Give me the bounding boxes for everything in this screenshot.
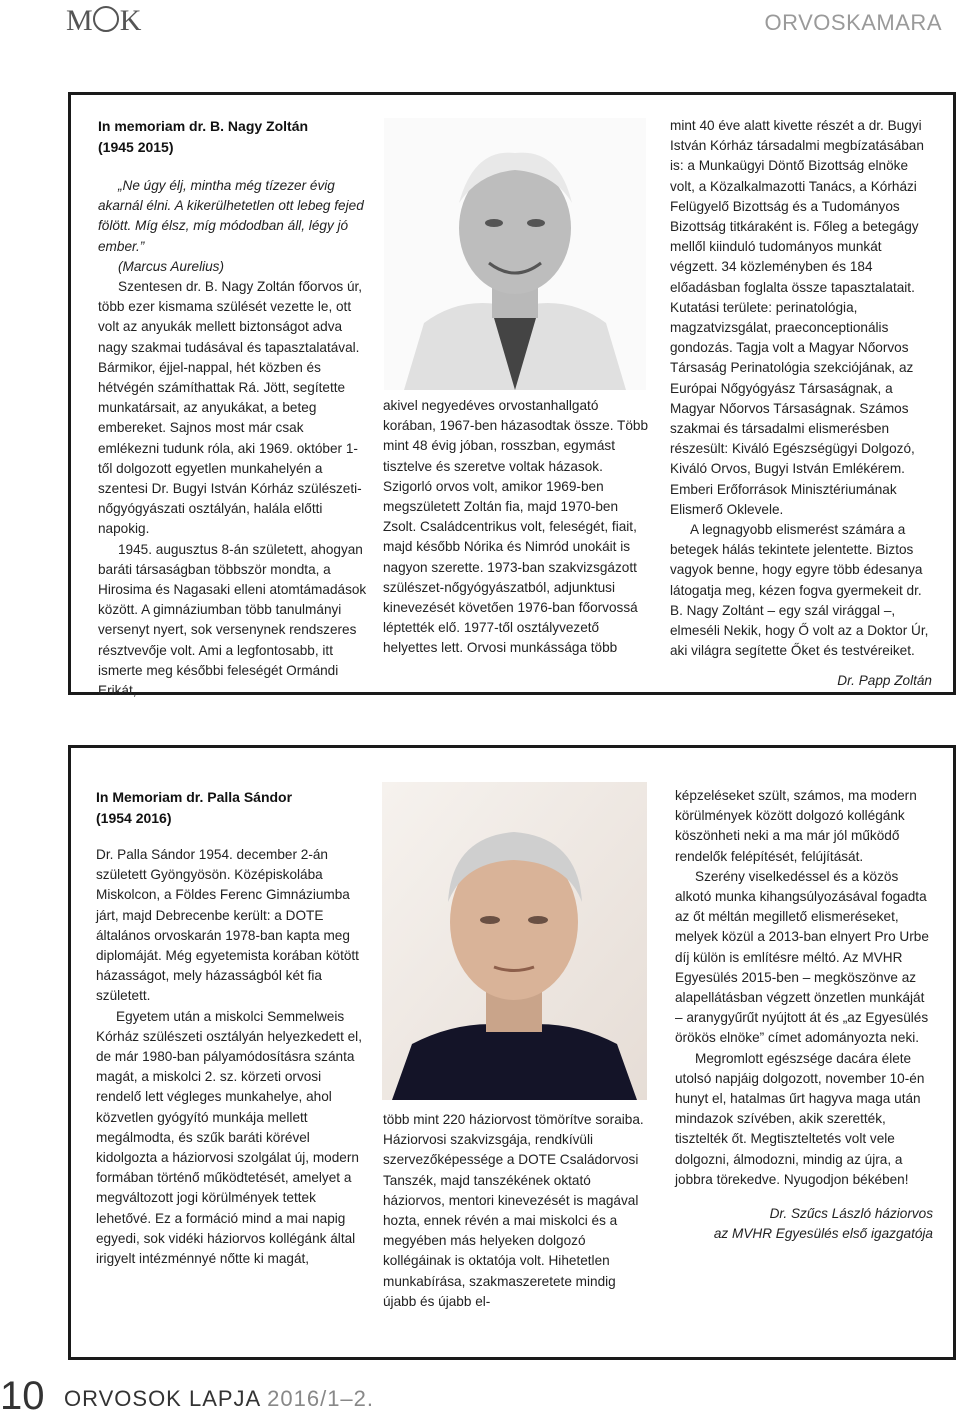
article1-column-1 [98,116,368,701]
article2-title: In Memoriam dr. Palla Sándor [96,789,293,805]
article1-paragraph: 1945. augusztus 8-án született, ahogyan baráti társaságban többször mondta, a Hirosima és Nagasaki elleni atomtámadások között. A gimnáziumban több tanulmányi versenyt nyert, sok versenynek rendszeres résztvevője volt. Ami a legfontosabb, itt ismerte meg későbbi feleségét Ormándi Erikát, [98,541,367,699]
article1-column-3 [670,116,932,692]
publication-title: ORVOSOK LAPJA [64,1386,261,1411]
article1-quote: „Ne úgy élj, mintha még tízezer évig akarnál élni. A kikerülhetetlen ott lebeg fejed fölött. Míg élsz, míg módodban áll, légy jó ember.” [98,178,364,254]
article1-paragraph: A legnagyobb elismerést számára a betegek hálás tekintete jelentette. Biztos vagyok benne, hogy egyre több édesanya látogatja meg, kézen fogva gyermekeit dr. B. Nagy Zoltánt – egy szál virággal –, elmeséli Nekik, hogy Ő volt az a Doktor Úr, aki világra segítette Őket és testvéreiket. [670,522,929,659]
article2-signature: Dr. Szűcs László háziorvos [769,1206,933,1222]
article1-paragraph: akivel negyedéves orvostanhallgató korában, 1967-ben házasodtak össze. Több mint 48 évig jóban, rosszban, egymást tisztelve és szeretve voltak házasok. Szigorló orvos volt, amikor 1969-ben megszületett Zoltán fia, majd 1970-ben Zsolt. Családcentrikus volt, feleségét, fiait, majd később Nórika és Nimród unokáit is nagyon szerette. 1973-ban szakvizsgázott szülészet-nőgyógyászatból, adjunktusi kinevezését követően 1976-ban főorvossá léptették elő. 1977-től osztályvezető helyettes lett. Orvosi munkássága több [383,398,649,656]
article1-title: In memoriam dr. B. Nagy Zoltán [98,118,309,134]
article2-paragraph: több mint 220 háziorvost tömörítve soraiba. Háziorvosi szakvizsgája, rendkívüli szervezőképessége a DOTE Családorvosi Tanszék, majd tanszékének oktató háziorvos, mentori kinevezését is magával hozta, ennek révén a mai miskolci és a megyében más helyeken dolgozó kollégáinak is oktatója volt. Hihetetlen munkabírása, szakmaszeretete mindig újabb és újabb el- [383,1112,644,1309]
logo-emblem-icon [93,6,119,32]
article2-column-2 [383,1110,648,1312]
portrait-photo-palla [382,782,647,1100]
portrait-palla-image [382,782,647,1100]
article1-column-2 [383,396,648,659]
article1-paragraph: Szentesen dr. B. Nagy Zoltán főorvos úr, több ezer kismama szülését vezette le, ott volt az anyukák mellett biztonságot adva nagy szakmai tudásával és tapasztalatával. Bármikor, éjjel-nappal, hét közben és hétvégén számíthattak Rá. Jött, segítette munkatársait, az anyukákat, a beteg embereket. Sajnos most már csak emlékezni tudunk róla, aki 1969. október 1-től dolgozott egyetlen munkahelyén a szentesi Dr. Bugyi István Kórház szülészeti-nőgyógyászati osztályán, halála előtti napokig. [98,279,363,537]
page-number: 10 [0,1374,45,1418]
article1-signature: Dr. Papp Zoltán [837,673,932,689]
article2-years: (1954 2016) [96,810,172,826]
article1-quote-author: (Marcus Aurelius) [118,258,225,274]
article1-years: (1945 2015) [98,139,174,155]
publication-issue: 2016/1–2. [267,1386,375,1411]
article2-paragraph: Szerény viselkedéssel és a közös alkotó munka kihangsúlyozásával fogadta az őt méltán megillető elismeréseket, melyek közül a 2013-ban elnyert Pro Urbe díj külön is említésre méltó. Az MVHR Egyesülés 2015-ben – megköszönve az alapellátásban végzett önzetlen munkáját – aranygyűrűt nyújtott át és „az Egyesülés örökös elnöke” címet adományozta neki. [675,868,929,1046]
section-title: ORVOSKAMARA [764,10,942,35]
magazine-logo: M K [66,4,141,37]
article2-column-1 [96,787,366,1269]
portrait-photo-nagy [384,118,646,390]
article2-signature-role: az MVHR Egyesülés első igazgatója [713,1226,933,1242]
article2-paragraph: képzeléseket szült, számos, ma modern körülmények között dolgozó kollégánk köszönheti neki a ma már jól működő rendelők felépítését, felújítását. [675,788,917,864]
article2-paragraph: Megromlott egészsége dacára élete utolsó napjáig dolgozott, november 10-én hunyt el, hatalmas űrt hagyva maga után mindazok szívében, akik szerették, tisztelték őt. Megtiszteltetés volt vele dolgozni, álmodozni, mindig az újra, a jobbra törekedve. Nyugodjon békében! [675,1050,925,1187]
portrait-nagy-image [384,118,646,390]
article1-paragraph: mint 40 éve alatt kivette részét a dr. Bugyi István Kórház társadalmi megbízatásában is: a Munkaügyi Döntő Bizottság elnöke volt, a Közalkalmazotti Tanács, a Kórházi Felügyelő Bizottság és a Tudományos Bizottság titkáraként is. Főleg a betegágy mellől kiinduló tudományos munkát végzett. 34 közleményben és 184 előadásban foglalta össze tapasztalatait. Kutatási területe: perinatológia, magzatvizsgálat, praeconceptionális gondozás. Tagja volt a Magyar Nőorvos Társaság Perinatológia szekciójának, az Európai Nőgyógyász Társaságnak, a Magyar Nőorvos Társaságnak. Számos szakmai és társadalmi elismerésben részesült: Kiváló Egészségügyi Dolgozó, Kiváló Orvos, Bugyi István Emlékérem. Emberi Erőforrások Minisztériumának Elismerő Oklevele. [670,118,924,517]
article2-paragraph: Dr. Palla Sándor 1954. december 2-án született Gyöngyösön. Középiskolába Miskolcon, a Földes Ferenc Gimnáziumba járt, majd Debrecenbe került: a DOTE általános orvoskarán 1978-ban kapta meg diplomáját. Még egyetemista korában kötött házasságot, mely házasságból két fia született. [96,847,359,1004]
article2-column-3 [675,786,933,1244]
publication-name [64,1386,374,1412]
article2-paragraph: Egyetem után a miskolci Semmelweis Kórház szülészeti osztályán helyezkedett el, de már 1980-ban pályamódosításra szánta magát, a miskolci 2. sz. körzeti orvosi rendelő lett végleges munkahelye, ahol közvetlen gyógyító munkája mellett megálmodta, és szűk baráti körével kidolgozta a háziorvosi szolgálat új, modern formában történő működtetését, amelyet a megváltozott jogi körülmények tettek lehetővé. Ez a formáció mind a mai napig egyedi, sok vidéki háziorvos kollégánk által irigyelt intézménnyé nőtte ki magát, [96,1008,362,1267]
